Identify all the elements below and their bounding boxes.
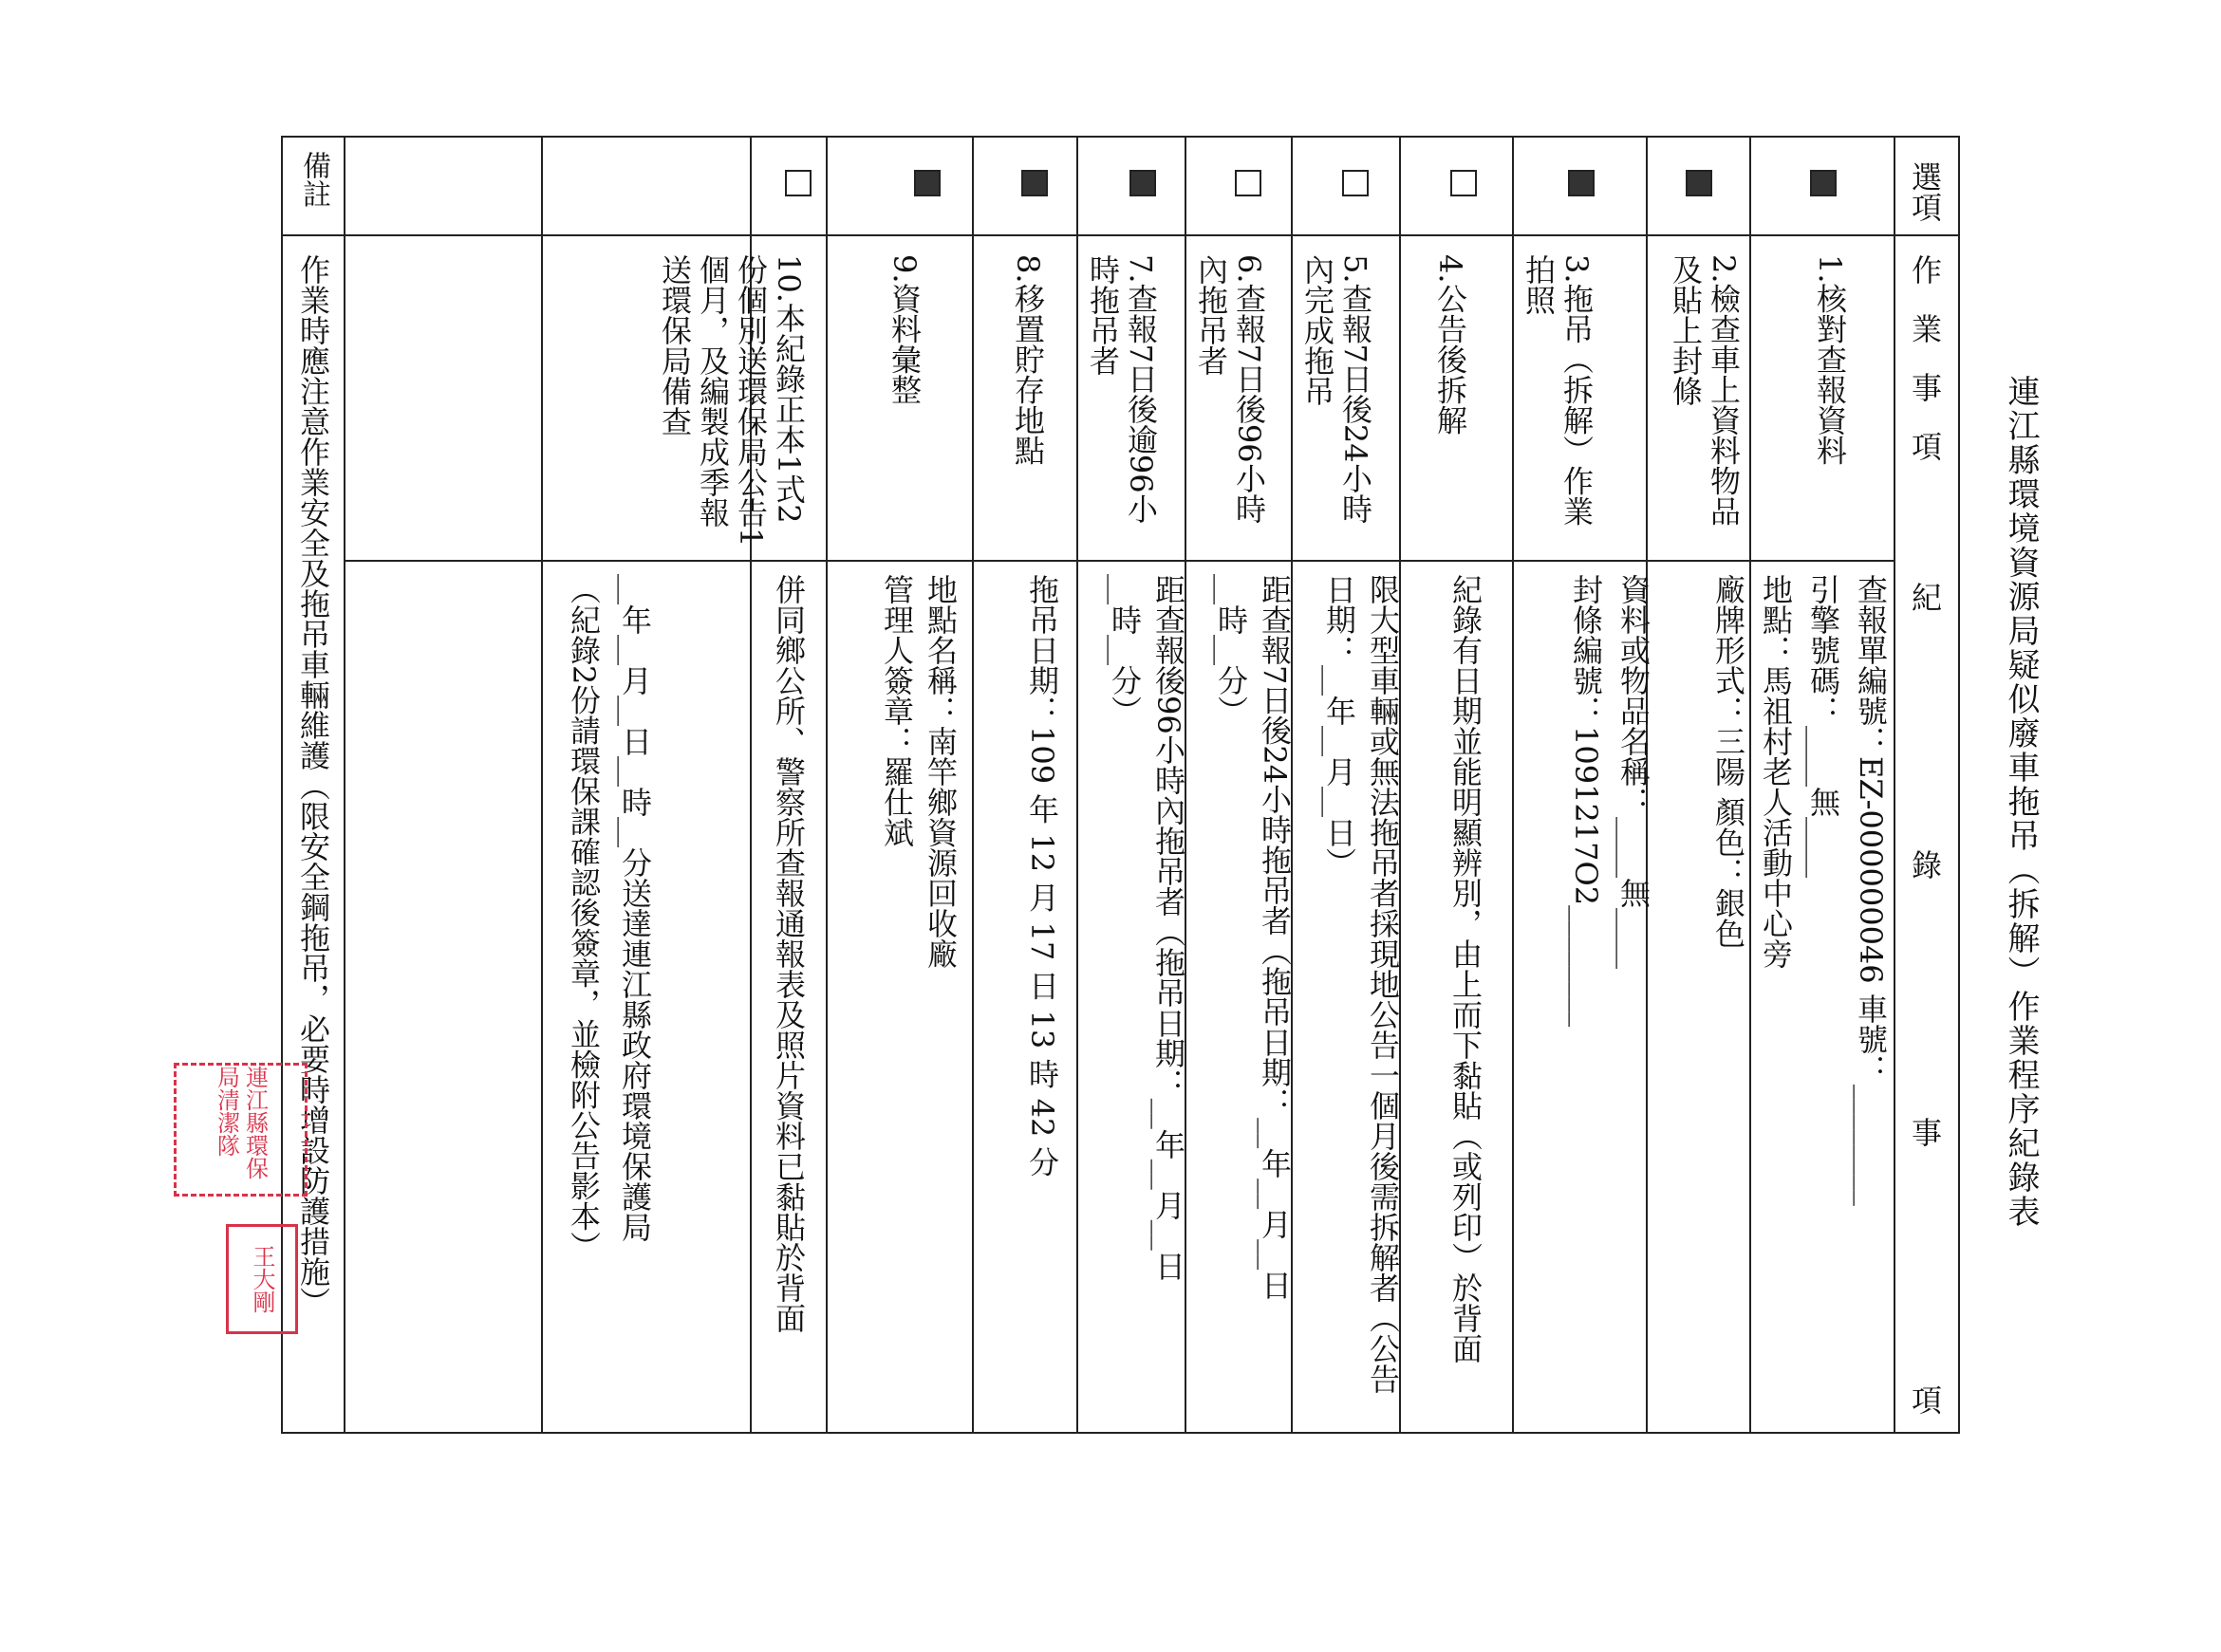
divider [1076, 136, 1078, 1434]
record-1-line-3: 地點：馬祖村老人活動中心旁 [1758, 574, 1794, 969]
record-2-line-2: 封條編號：1091217O2________ [1568, 574, 1604, 1028]
task-9: 9.資料彙整 [887, 254, 923, 405]
record-4-line-2: 日期：__年__月__日） [1321, 574, 1357, 878]
divider [826, 136, 828, 1434]
record-5-line-1: 距查報7日後24小時拖吊者（拖吊日期：__年__月__日 [1257, 574, 1293, 1301]
row-4-checkbox[interactable] [1450, 170, 1477, 196]
divider [1512, 136, 1514, 1434]
row-1-checkbox[interactable] [1810, 170, 1837, 196]
task-7: 7.查報7日後逾96小時拖吊者 [1085, 254, 1159, 524]
task-1: 1.核對查報資料 [1812, 254, 1848, 466]
task-4: 4.公告後拆解 [1432, 254, 1468, 436]
record-3: 紀錄有日期並能明顯辨別，由上而下黏貼（或列印）於背面 [1447, 574, 1484, 1364]
task-2: 2.檢查車上資料物品及貼上封條 [1668, 254, 1742, 527]
form-title: 連江縣環境資源局疑似廢車拖吊（拆解）作業程序紀錄表 [2002, 375, 2040, 1229]
record-6-line-1: 距查報後96小時內拖吊者（拖吊日期：__年__月__日 [1150, 574, 1186, 1281]
task-header: 作業事項 [1907, 254, 1943, 490]
task-6: 6.查報7日後96小時內拖吊者 [1193, 254, 1267, 524]
option-header: 選項 [1907, 161, 1943, 222]
record-5 [1209, 574, 1297, 1300]
agency-seal [174, 1063, 308, 1197]
record-2 [1562, 574, 1657, 1027]
row-8-checkbox[interactable] [1021, 170, 1048, 196]
record-8-line-1: 地點名稱：南竿鄉資源回收廠 [923, 574, 959, 969]
record-10-line-2: （紀錄2份請環保課確認後簽章，並檢附公告影本） [566, 574, 602, 1262]
personal-seal-text: 王大剛 [249, 1245, 275, 1313]
record-1-line-1: 查報單編號：EZ-000000046 車號：________ [1853, 574, 1889, 1206]
divider [541, 136, 543, 1434]
record-header: 紀錄事項 [1907, 582, 1943, 1652]
row-6-checkbox[interactable] [1235, 170, 1261, 196]
notes-label: 備註 [297, 151, 330, 208]
agency-seal-text: 連江縣環保局清潔隊 [213, 1066, 269, 1179]
record-7: 拖吊日期：109 年 12 月 17 日 13 時 42 分 [1024, 574, 1060, 1178]
divider [344, 136, 345, 1434]
record-6-line-2: __時__分） [1107, 574, 1143, 726]
divider [281, 234, 1960, 236]
task-5: 5.查報7日後24小時內完成拖吊 [1299, 254, 1373, 524]
record-8-line-2: 管理人簽章：羅仕斌 [879, 574, 915, 847]
divider [344, 560, 1894, 562]
record-1-line-4: 廠牌形式：三陽 顏色：銀色 [1710, 574, 1746, 949]
task-10: 10.本紀錄正本1式2份個別送環保局公告1個月，及編製成季報送環保局備查 [657, 254, 807, 548]
task-3: 3.拖吊（拆解）作業拍照 [1521, 254, 1595, 527]
row-2-checkbox[interactable] [1686, 170, 1712, 196]
row-10-checkbox[interactable] [785, 170, 812, 196]
record-table [281, 136, 1960, 1652]
record-4 [1317, 574, 1405, 1394]
record-2-line-1: 資料或物品名稱：____無____ [1615, 574, 1652, 969]
row-3-checkbox[interactable] [1568, 170, 1595, 196]
divider [972, 136, 974, 1434]
record-1 [1705, 574, 1894, 1206]
notes-text: 作業時應注意作業安全及拖吊車輛維護（限安全鋼拖吊，必要時增設防護措施） [295, 254, 331, 1317]
task-8: 8.移置貯存地點 [1010, 254, 1046, 466]
record-1-line-2: 引擎號碼：____無____ [1805, 574, 1841, 878]
row-5-checkbox[interactable] [1342, 170, 1369, 196]
record-9: 併同鄉公所、警察所查報通報表及照片資料已黏貼於背面 [771, 574, 807, 1333]
record-8 [875, 574, 962, 969]
row-9-checkbox[interactable] [914, 170, 941, 196]
row-7-checkbox[interactable] [1129, 170, 1156, 196]
record-5-line-2: __時__分） [1213, 574, 1249, 726]
record-6 [1103, 574, 1190, 1281]
personal-seal [226, 1224, 298, 1334]
option-header-cell [1894, 149, 1956, 234]
record-10-line-1: __年__月__日__時__分送達連江縣政府環境保護局 [617, 574, 653, 1242]
record-4-line-1: 限大型車輛或無法拖吊者採現地公告一個月後需拆解者（公告 [1365, 574, 1401, 1394]
record-10 [558, 574, 661, 1261]
